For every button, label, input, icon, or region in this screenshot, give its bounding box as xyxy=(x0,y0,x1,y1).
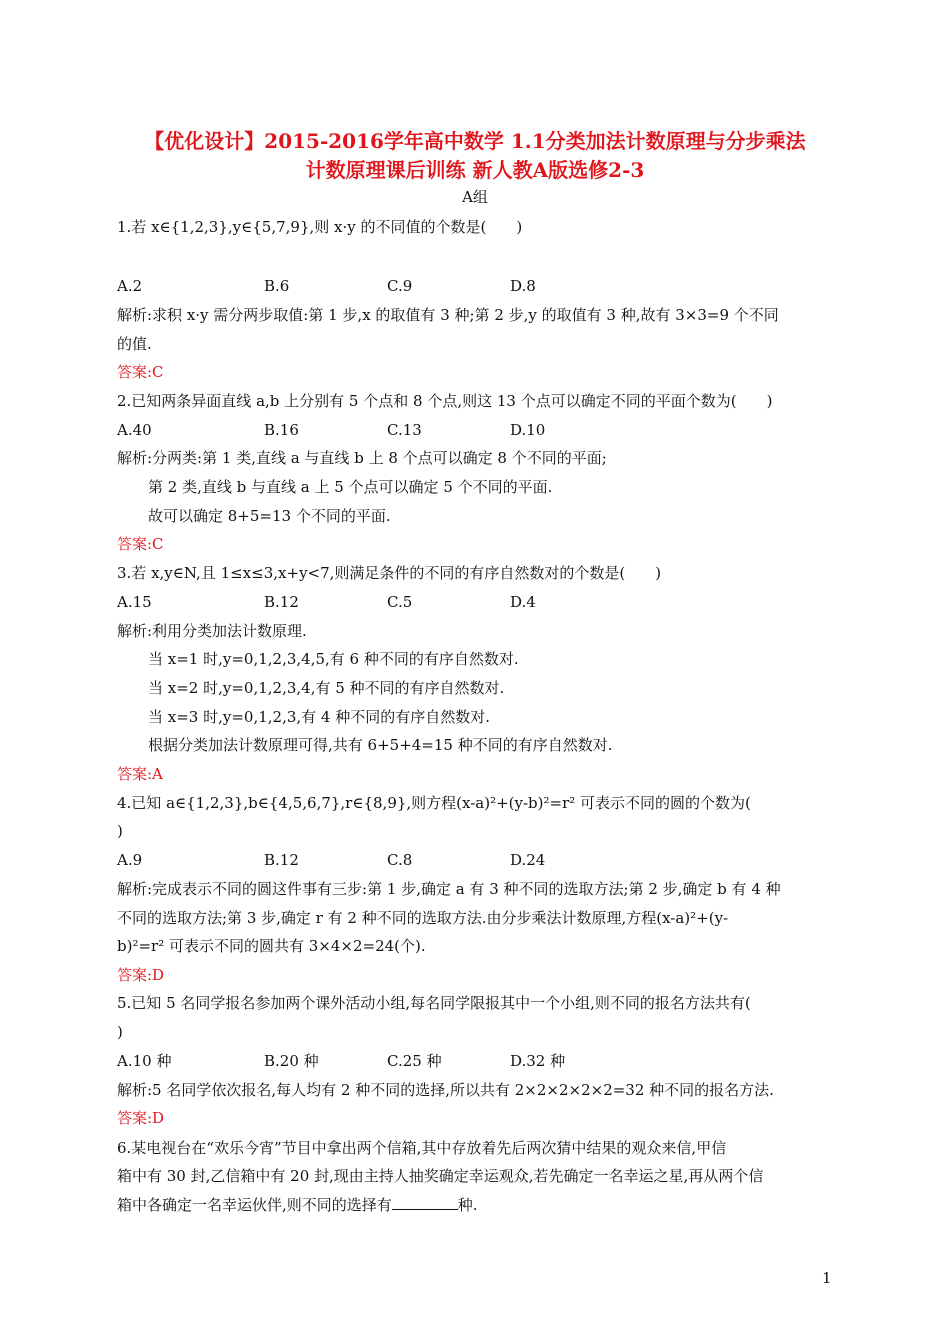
option-c: C.13 xyxy=(387,421,422,439)
question-5-stem-cont: ) xyxy=(117,1023,123,1041)
option-c: C.25 种 xyxy=(387,1052,442,1070)
option-c: C.8 xyxy=(387,851,413,869)
question-6-stem-text: 箱中各确定一名幸运伙伴,则不同的选择有 xyxy=(117,1196,392,1214)
option-a: A.9 xyxy=(117,851,143,869)
question-4-analysis-line: 不同的选取方法;第 3 步,确定 r 有 2 种不同的选取方法.由分步乘法计数原理,方程(x-a)²+(y- xyxy=(117,909,729,927)
question-3-answer: 答案:A xyxy=(117,765,163,783)
question-1-answer: 答案:C xyxy=(117,363,164,381)
option-a: A.2 xyxy=(117,277,143,295)
question-4-analysis-line: 解析:完成表示不同的圆这件事有三步:第 1 步,确定 a 有 3 种不同的选取方法;第 2 步,确定 b 有 4 种 xyxy=(117,880,781,898)
question-2-stem: 2.已知两条异面直线 a,b 上分别有 5 个点和 8 个点,则这 13 个点可以确定不同的平面个数为( ) xyxy=(117,392,773,410)
question-4-stem-cont: ) xyxy=(117,822,123,840)
question-3-stem: 3.若 x,y∈N,且 1≤x≤3,x+y<7,则满足条件的不同的有序自然数对的个数是( ) xyxy=(117,564,662,582)
option-d: D.10 xyxy=(510,421,546,439)
question-3-analysis-line: 当 x=1 时,y=0,1,2,3,4,5,有 6 种不同的有序自然数对. xyxy=(148,650,519,668)
page-number: 1 xyxy=(822,1269,832,1287)
option-a: A.40 xyxy=(117,421,152,439)
option-d: D.8 xyxy=(510,277,536,295)
option-b: B.16 xyxy=(264,421,299,439)
option-a: A.10 种 xyxy=(117,1052,172,1070)
option-d: D.24 xyxy=(510,851,546,869)
option-c: C.5 xyxy=(387,593,413,611)
option-d: D.32 种 xyxy=(510,1052,566,1070)
option-c: C.9 xyxy=(387,277,413,295)
question-1-analysis-line: 解析:求积 x·y 需分两步取值:第 1 步,x 的取值有 3 种;第 2 步,y 的取值有 3 种,故有 3×3=9 个不同 xyxy=(117,306,779,324)
question-3-analysis-line: 解析:利用分类加法计数原理. xyxy=(117,622,307,640)
question-4-answer: 答案:D xyxy=(117,966,165,984)
answer-blank xyxy=(392,1195,458,1210)
question-5-stem: 5.已知 5 名同学报名参加两个课外活动小组,每名同学限报其中一个小组,则不同的报名方法共有( xyxy=(117,994,751,1012)
question-3-analysis-line: 当 x=2 时,y=0,1,2,3,4,有 5 种不同的有序自然数对. xyxy=(148,679,505,697)
question-5-analysis-line: 解析:5 名同学依次报名,每人均有 2 种不同的选择,所以共有 2×2×2×2×2=32 种不同的报名方法. xyxy=(117,1081,774,1099)
option-b: B.20 种 xyxy=(264,1052,319,1070)
question-4-stem: 4.已知 a∈{1,2,3},b∈{4,5,6,7},r∈{8,9},则方程(x-a)²+(y-b)²=r² 可表示不同的圆的个数为( xyxy=(117,794,751,812)
option-a: A.15 xyxy=(117,593,152,611)
question-1-stem: 1.若 x∈{1,2,3},y∈{5,7,9},则 x·y 的不同值的个数是( ) xyxy=(117,218,523,236)
option-d: D.4 xyxy=(510,593,536,611)
option-b: B.12 xyxy=(264,593,299,611)
question-2-analysis-line: 第 2 类,直线 b 与直线 a 上 5 个点可以确定 5 个不同的平面. xyxy=(148,478,553,496)
section-heading: A组 xyxy=(462,188,488,206)
question-2-analysis-line: 解析:分两类:第 1 类,直线 a 与直线 b 上 8 个点可以确定 8 个不同的平面; xyxy=(117,449,607,467)
question-6-stem-last xyxy=(117,1195,837,1215)
question-3-analysis-line: 根据分类加法计数原理可得,共有 6+5+4=15 种不同的有序自然数对. xyxy=(148,736,613,754)
option-b: B.6 xyxy=(264,277,290,295)
question-6-stem: 箱中有 30 封,乙信箱中有 20 封,现由主持人抽奖确定幸运观众,若先确定一名幸运之星,再从两个信 xyxy=(117,1167,764,1185)
question-4-analysis-line: b)²=r² 可表示不同的圆共有 3×4×2=24(个). xyxy=(117,937,426,955)
question-6-stem: 6.某电视台在“欢乐今宵”节目中拿出两个信箱,其中存放着先后两次猜中结果的观众来信,甲信 xyxy=(117,1139,727,1157)
option-b: B.12 xyxy=(264,851,299,869)
document-title-line-2: 计数原理课后训练 新人教A版选修2-3 xyxy=(305,158,645,182)
question-2-analysis-line: 故可以确定 8+5=13 个不同的平面. xyxy=(148,507,391,525)
document-title-line-1: 【优化设计】2015-2016学年高中数学 1.1分类加法计数原理与分步乘法 xyxy=(144,129,806,153)
question-3-analysis-line: 当 x=3 时,y=0,1,2,3,有 4 种不同的有序自然数对. xyxy=(148,708,491,726)
question-1-analysis-line: 的值. xyxy=(117,335,152,353)
question-6-stem-tail: 种. xyxy=(457,1196,478,1214)
question-2-answer: 答案:C xyxy=(117,535,164,553)
question-5-answer: 答案:D xyxy=(117,1109,165,1127)
